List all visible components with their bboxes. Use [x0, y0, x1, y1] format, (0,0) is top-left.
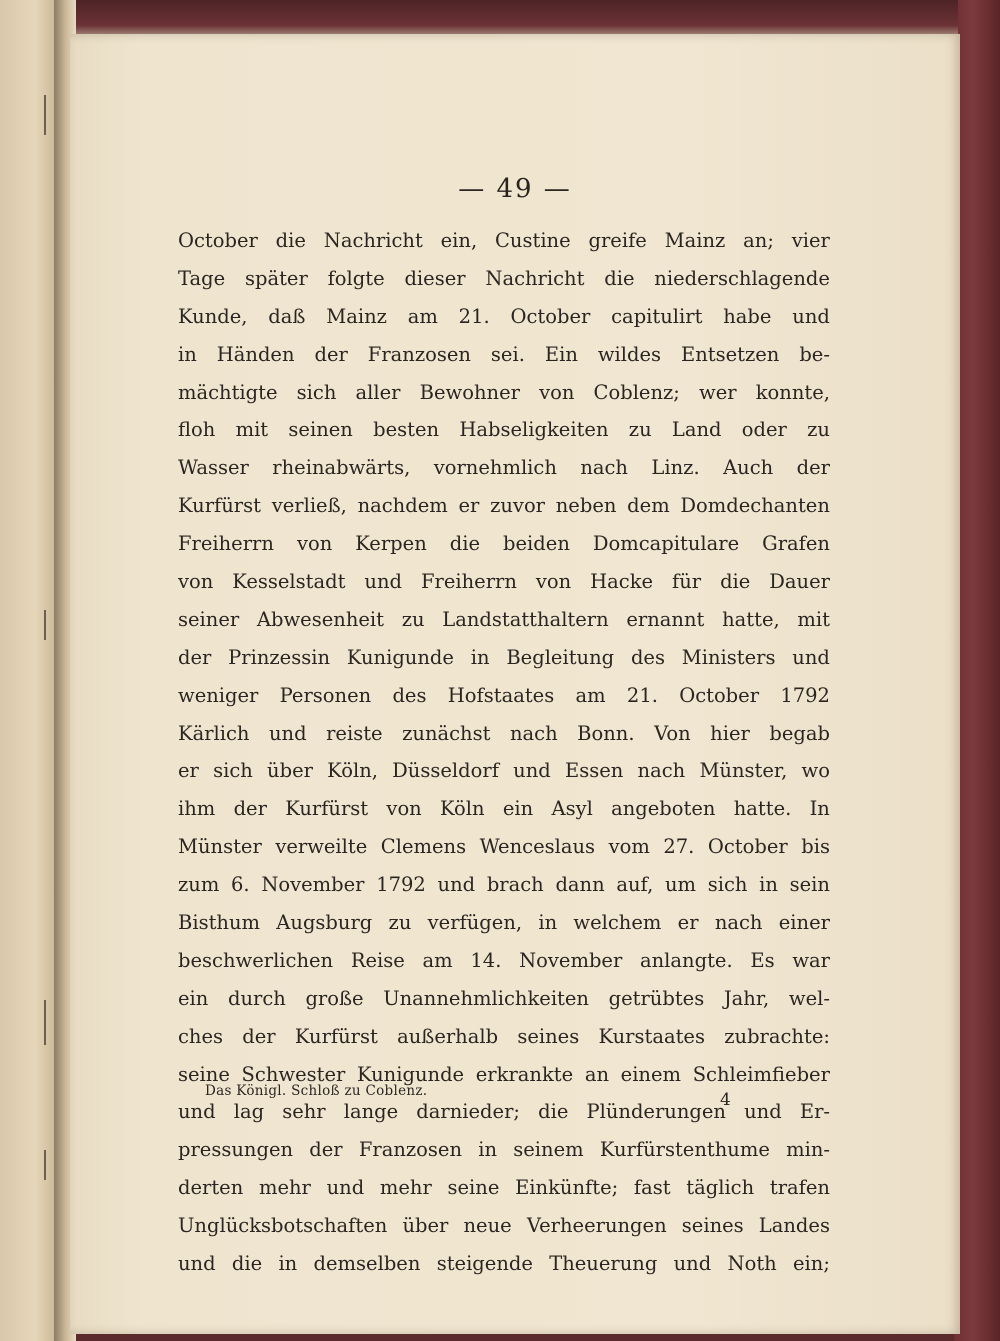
text-word: 21. — [626, 683, 658, 707]
text-line — [178, 411, 830, 449]
text-word: Kurfürst — [285, 797, 369, 821]
text-word: 6. — [231, 873, 250, 897]
text-word: die — [449, 532, 481, 556]
text-word: Landes — [758, 1214, 830, 1238]
text-word: in — [278, 1252, 298, 1276]
text-word: greife — [588, 229, 647, 252]
text-line — [178, 525, 830, 563]
text-word: hatte, — [722, 607, 780, 631]
text-word: Es — [750, 948, 775, 972]
text-word: Franzosen — [367, 342, 471, 366]
text-word: einem — [620, 1062, 682, 1086]
text-word: Kunde, — [178, 304, 248, 328]
text-word: November — [261, 873, 365, 897]
text-word: hier — [710, 721, 750, 745]
text-line — [178, 222, 830, 260]
text-word: der — [796, 456, 830, 480]
text-line — [178, 752, 830, 790]
text-word: beschwerlichen — [178, 948, 334, 972]
text-word: Wasser — [178, 456, 249, 480]
text-word: weniger — [178, 683, 259, 707]
text-word: Verheerungen — [526, 1214, 667, 1238]
footer-book-title: Das Königl. Schloß zu Coblenz. — [205, 1083, 428, 1099]
text-word: und — [792, 304, 830, 328]
page-top-edge — [58, 0, 958, 36]
text-word: zubrachte: — [724, 1024, 830, 1048]
text-word: Ministers — [681, 645, 776, 669]
text-word: von — [535, 570, 572, 594]
text-word: In — [809, 797, 830, 821]
text-word: verweilte — [275, 835, 368, 859]
text-word: Kurfürstenthume — [599, 1138, 770, 1162]
text-word: in — [538, 911, 558, 935]
text-word: er — [677, 911, 699, 935]
text-word: mehr — [258, 1176, 311, 1200]
text-word: anlangte. — [640, 948, 733, 972]
text-word: seinem — [513, 1138, 584, 1162]
text-word: Mainz — [664, 229, 726, 252]
text-word: Custine — [495, 229, 571, 252]
text-word: Nachricht — [323, 229, 423, 252]
text-word: durch — [227, 986, 286, 1010]
book-cover-edge — [954, 0, 1000, 1341]
text-word: ein; — [793, 1252, 830, 1276]
body-text — [178, 222, 830, 1283]
text-word: große — [305, 986, 364, 1010]
text-word: und — [792, 645, 830, 669]
text-word: vornehmlich — [433, 456, 557, 480]
text-word: die — [275, 229, 306, 252]
text-line — [178, 828, 830, 866]
text-line — [178, 487, 830, 525]
text-word: in — [759, 873, 778, 897]
text-word: und — [673, 1252, 712, 1276]
text-word: der — [309, 1138, 343, 1162]
text-word: ernannt — [626, 607, 705, 631]
text-word: Reise — [350, 948, 405, 972]
text-word: zuvor — [490, 494, 546, 518]
text-word: bis — [801, 835, 830, 859]
text-word: Habseligkeiten — [459, 418, 609, 442]
text-line — [178, 1169, 830, 1207]
text-word: Prinzessin — [228, 645, 331, 669]
text-word: floh — [178, 418, 216, 442]
text-word: Köln — [440, 797, 485, 821]
text-word: Wenceslaus — [479, 835, 596, 859]
text-word: Essen — [564, 759, 624, 783]
text-word: Coblenz; — [593, 380, 680, 404]
text-word: sein — [789, 873, 830, 897]
text-word: des — [630, 645, 665, 669]
text-word: Augsburg — [276, 911, 373, 935]
text-word: nach — [637, 759, 686, 783]
text-word: in — [178, 342, 197, 366]
text-word: Bisthum — [178, 911, 261, 935]
text-word: Theuerung — [549, 1252, 658, 1276]
text-word: an — [584, 1062, 609, 1086]
text-line — [178, 374, 830, 412]
text-word: um — [664, 873, 697, 897]
text-word: October — [707, 835, 788, 859]
signature-mark: 4 — [720, 1090, 731, 1110]
text-word: Düsseldorf — [392, 759, 499, 783]
text-word: über — [402, 1214, 449, 1238]
text-word: Händen — [216, 342, 295, 366]
text-word: zu — [628, 418, 652, 442]
text-word: Plünderungen — [586, 1100, 726, 1124]
text-word: Asyl — [551, 797, 593, 821]
text-word: er — [458, 494, 480, 518]
text-word: October — [679, 683, 760, 707]
text-word: mehr — [379, 1176, 432, 1200]
text-word: Domdechanten — [680, 494, 830, 518]
text-word: 21. — [458, 304, 490, 328]
text-word: trafen — [769, 1176, 830, 1200]
text-word: Entsetzen — [680, 342, 780, 366]
text-word: neue — [463, 1214, 512, 1238]
text-word: die — [538, 1100, 569, 1124]
text-word: habe — [723, 304, 772, 328]
text-line — [178, 563, 830, 601]
text-word: die — [231, 1252, 263, 1276]
text-word: seine — [447, 1176, 500, 1200]
text-word: rheinabwärts, — [272, 456, 411, 480]
text-line — [178, 677, 830, 715]
text-word: nach — [509, 721, 558, 745]
text-word: von — [539, 380, 575, 404]
text-word: mächtigte — [178, 380, 278, 404]
text-word: brach — [486, 873, 544, 897]
text-word: demselben — [313, 1252, 421, 1276]
text-word: beiden — [503, 532, 570, 556]
text-line — [178, 336, 830, 374]
text-word: verfügen, — [427, 911, 523, 935]
text-word: zu — [401, 607, 425, 631]
text-word: November — [519, 948, 623, 972]
text-word: die — [720, 570, 751, 594]
text-word: nach — [580, 456, 628, 480]
text-word: dieser — [404, 266, 466, 290]
text-word: 27. — [663, 835, 695, 859]
text-word: besten — [373, 418, 440, 442]
text-word: ein — [178, 986, 209, 1010]
text-word: er — [178, 759, 199, 783]
text-word: sei. — [490, 342, 525, 366]
text-line — [178, 449, 830, 487]
text-word: sich — [296, 380, 337, 404]
text-word: seines — [517, 1024, 580, 1048]
text-word: Linz. — [651, 456, 700, 480]
text-word: seiner — [178, 607, 240, 631]
text-line — [178, 715, 830, 753]
text-word: Schleimfieber — [692, 1062, 830, 1086]
text-word: vom — [608, 835, 650, 859]
text-word: Unglücksbotschaften — [178, 1214, 388, 1238]
text-word: Köln, — [327, 759, 378, 783]
text-word: October — [178, 229, 258, 252]
text-word: welchem — [573, 911, 662, 935]
text-line — [178, 639, 830, 677]
text-word: und — [326, 1176, 365, 1200]
text-word: 1792 — [376, 873, 426, 897]
text-word: zu — [807, 418, 830, 442]
text-word: seines — [681, 1214, 744, 1238]
text-line — [178, 1207, 830, 1245]
text-word: lange — [343, 1100, 399, 1124]
text-line — [178, 904, 830, 942]
page-number: — 49 — — [458, 174, 572, 204]
text-word: capitulirt — [611, 304, 703, 328]
text-line — [178, 1018, 830, 1056]
text-word: konnte, — [755, 380, 830, 404]
text-line — [178, 790, 830, 828]
text-word: folgte — [327, 266, 385, 290]
text-word: Hacke — [590, 570, 654, 594]
text-word: Kunigunde — [346, 645, 454, 669]
text-word: wo — [801, 759, 830, 783]
text-word: sich — [213, 759, 253, 783]
text-word: Franzosen — [358, 1138, 463, 1162]
text-word: 14. — [470, 948, 502, 972]
text-word: oder — [741, 418, 787, 442]
left-page-edge — [0, 0, 58, 1341]
text-word: Hofstaates — [447, 683, 555, 707]
text-word: verließ, — [271, 494, 347, 518]
text-word: zu — [388, 911, 412, 935]
text-word: Kerpen — [355, 532, 427, 556]
text-word: hatte. — [733, 797, 792, 821]
text-word: mit — [235, 418, 269, 442]
text-word: angeboten — [611, 797, 716, 821]
text-word: Freiherrn — [178, 532, 274, 556]
text-word: der — [242, 1024, 276, 1048]
text-line — [178, 980, 830, 1018]
text-word: Einkünfte; — [515, 1176, 619, 1200]
text-word: und — [178, 1252, 216, 1276]
text-word: Mainz — [326, 304, 387, 328]
text-word: neben — [555, 494, 617, 518]
text-word: auf, — [616, 873, 654, 897]
text-word: ein, — [440, 229, 478, 252]
text-word: Er- — [799, 1100, 830, 1124]
text-line — [178, 1093, 830, 1131]
text-word: Jahr, — [723, 986, 770, 1010]
left-page-mark — [44, 1150, 46, 1180]
text-word: Abwesenheit — [256, 607, 384, 631]
text-word: Kunigunde — [356, 1062, 465, 1086]
text-word: wel- — [788, 986, 830, 1010]
text-word: von — [178, 570, 214, 594]
text-word: sich — [707, 873, 748, 897]
text-word: nach — [714, 911, 763, 935]
text-line — [178, 866, 830, 904]
text-word: und — [268, 721, 307, 745]
text-word: Unannehmlichkeiten — [383, 986, 589, 1010]
left-page-mark — [44, 95, 46, 135]
text-word: Kurstaates — [598, 1024, 705, 1048]
text-word: getrübtes — [608, 986, 705, 1010]
text-word: Bonn. — [577, 721, 635, 745]
text-word: seinen — [288, 418, 353, 442]
text-word: für — [672, 570, 702, 594]
text-word: einer — [778, 911, 830, 935]
text-word: nachdem — [357, 494, 448, 518]
text-word: daß — [268, 304, 306, 328]
text-word: und — [437, 873, 476, 897]
text-word: Land — [671, 418, 722, 442]
text-word: October — [510, 304, 591, 328]
text-word: Kärlich — [178, 721, 250, 745]
text-word: Bewohner — [419, 380, 520, 404]
text-word: täglich — [686, 1176, 755, 1200]
text-line — [178, 942, 830, 980]
text-word: min- — [786, 1138, 830, 1162]
text-word: Domcapitulare — [592, 532, 740, 556]
text-word: später — [244, 266, 308, 290]
text-word: Münster, — [699, 759, 788, 783]
text-word: Tage — [178, 266, 226, 290]
text-word: Noth — [727, 1252, 777, 1276]
text-word: dann — [555, 873, 605, 897]
left-page-mark — [44, 610, 46, 640]
text-word: lag — [233, 1100, 265, 1124]
text-word: der — [314, 342, 348, 366]
text-word: Grafen — [762, 532, 830, 556]
text-word: und — [744, 1100, 782, 1124]
text-word: und — [513, 759, 551, 783]
text-word: Auch — [723, 456, 774, 480]
text-word: war — [792, 948, 830, 972]
text-word: in — [478, 1138, 498, 1162]
text-word: Schwester — [241, 1062, 346, 1086]
text-word: am — [422, 948, 453, 972]
text-word: Kurfürst — [294, 1024, 378, 1048]
text-word: und — [178, 1100, 216, 1124]
text-word: steigende — [436, 1252, 533, 1276]
text-word: fast — [633, 1176, 671, 1200]
text-word: aller — [355, 380, 401, 404]
book-page — [70, 34, 960, 1334]
text-word: Nachricht — [485, 266, 585, 290]
text-word: an; — [743, 229, 774, 252]
text-word: be- — [799, 342, 830, 366]
text-word: ches — [178, 1024, 224, 1048]
text-word: Personen — [279, 683, 372, 707]
text-word: Ein — [544, 342, 578, 366]
text-word: die — [604, 266, 635, 290]
text-word: Kurfürst — [178, 494, 261, 518]
text-line — [178, 601, 830, 639]
text-line — [178, 260, 830, 298]
text-word: zunächst — [402, 721, 491, 745]
text-word: Freiherrn — [420, 570, 517, 594]
text-line — [178, 1245, 830, 1283]
text-word: Kesselstadt — [232, 570, 346, 594]
text-word: begab — [769, 721, 830, 745]
text-word: der — [233, 797, 267, 821]
text-word: vier — [791, 229, 830, 252]
text-word: des — [392, 683, 427, 707]
text-word: der — [178, 645, 212, 669]
text-word: ihm — [178, 797, 216, 821]
text-word: von — [386, 797, 422, 821]
text-word: ein — [502, 797, 534, 821]
text-word: außerhalb — [397, 1024, 499, 1048]
text-word: zum — [178, 873, 220, 897]
text-word: reiste — [326, 721, 383, 745]
text-word: über — [267, 759, 313, 783]
text-word: derten — [178, 1176, 244, 1200]
text-word: Landstatthaltern — [442, 607, 609, 631]
left-page-mark — [44, 1000, 46, 1045]
text-word: von — [296, 532, 333, 556]
text-word: darnieder; — [416, 1100, 520, 1124]
text-word: Münster — [178, 835, 262, 859]
text-word: 1792 — [780, 683, 830, 707]
text-word: dem — [627, 494, 670, 518]
text-word: am — [407, 304, 438, 328]
text-word: und — [364, 570, 403, 594]
text-line — [178, 1131, 830, 1169]
text-word: Begleitung — [506, 645, 615, 669]
text-word: wildes — [597, 342, 662, 366]
text-word: am — [575, 683, 606, 707]
text-word: pressungen — [178, 1138, 294, 1162]
text-word: wer — [699, 380, 737, 404]
text-word: Dauer — [769, 570, 830, 594]
text-line — [178, 298, 830, 336]
text-word: Von — [654, 721, 691, 745]
text-word: in — [470, 645, 490, 669]
text-word: erkrankte — [475, 1062, 574, 1086]
text-word: Clemens — [380, 835, 467, 859]
text-word: niederschlagende — [654, 266, 830, 290]
text-word: sehr — [282, 1100, 326, 1124]
text-word: seine — [178, 1062, 230, 1086]
text-word: mit — [797, 607, 830, 631]
